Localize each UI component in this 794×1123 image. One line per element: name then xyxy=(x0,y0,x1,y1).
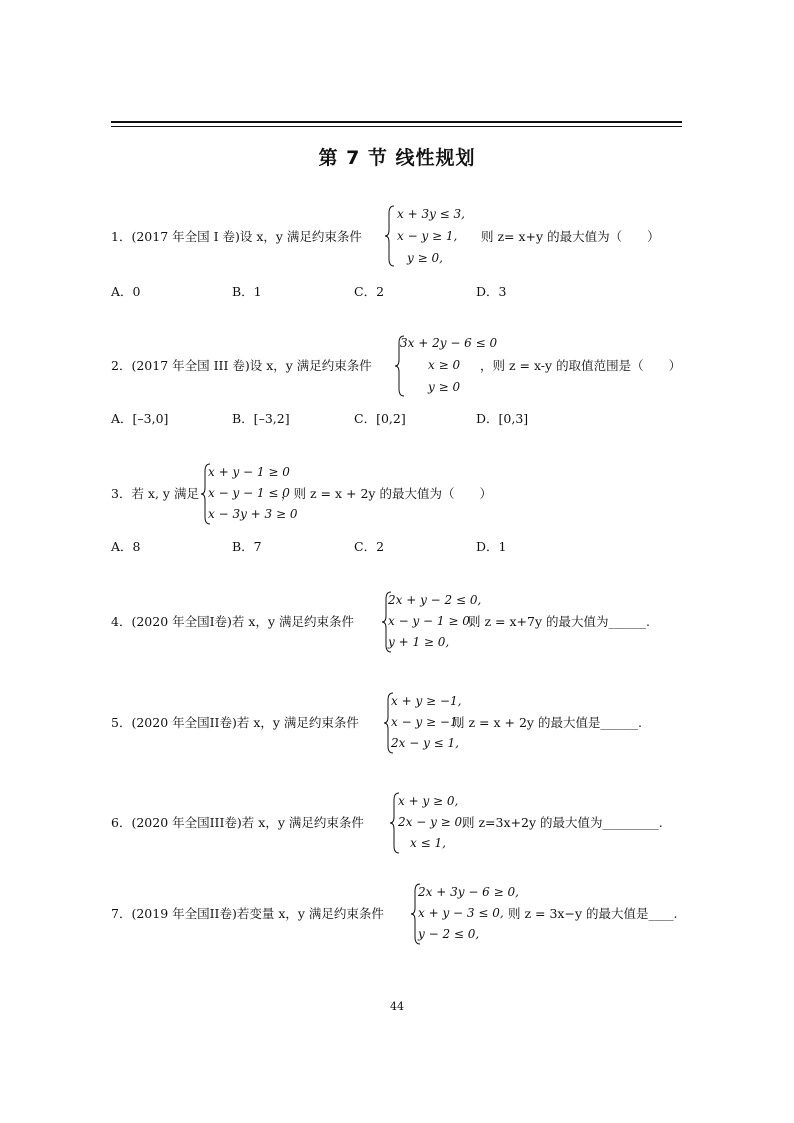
problem-3-option-d: D．1 xyxy=(476,539,507,554)
problem-3-option-c: C．2 xyxy=(354,539,385,554)
problem-4-suffix: 则 z = x+7y 的最大值为______. xyxy=(468,614,650,629)
problem-7-cond-2: x + y − 3 ≤ 0, xyxy=(418,906,504,920)
brace-icon xyxy=(384,205,396,267)
problem-1-option-d: D．3 xyxy=(476,284,507,299)
problem-2-suffix: ，则 z = x-y 的取值范围是（ ） xyxy=(480,358,682,373)
problem-1-cond-2: x − y ≥ 1, xyxy=(397,229,458,243)
problem-3-cond-1: x + y − 1 ≥ 0 xyxy=(208,465,290,479)
problem-1-prefix: 1．(2017 年全国 I 卷)设 x，y 满足约束条件 xyxy=(111,229,362,244)
problem-6-suffix: 则 z=3x+2y 的最大值为_________. xyxy=(462,815,663,830)
problem-4-prefix: 4．(2020 年全国I卷)若 x，y 满足约束条件 xyxy=(111,614,354,629)
problem-1-option-c: C．2 xyxy=(354,284,385,299)
problem-1-option-a: A．0 xyxy=(111,284,141,299)
problem-2-prefix: 2．(2017 年全国 III 卷)设 x，y 满足约束条件 xyxy=(111,358,372,373)
problem-7-cond-1: 2x + 3y − 6 ≥ 0, xyxy=(418,885,519,899)
problem-5-cond-2: x − y ≥ −1, xyxy=(391,715,462,729)
problem-2-option-a: A．[–3,0] xyxy=(111,411,169,426)
problem-3-cond-2: x − y − 1 ≤ 0 xyxy=(208,486,290,500)
problem-7-cond-3: y − 2 ≤ 0, xyxy=(418,927,480,941)
problem-4-cond-3: y + 1 ≥ 0, xyxy=(388,635,450,649)
page-number: 44 xyxy=(390,1000,404,1013)
problem-6-cond-2: 2x − y ≥ 0, xyxy=(398,815,466,829)
problem-7-suffix: 则 z = 3x−y 的最大值是____. xyxy=(508,906,678,921)
problem-6-prefix: 6．(2020 年全国III卷)若 x，y 满足约束条件 xyxy=(111,815,364,830)
problem-1-cond-1: x + 3y ≤ 3, xyxy=(397,207,465,221)
problem-5-suffix: 则 z = x + 2y 的最大值是______. xyxy=(452,715,642,730)
problem-4-cond-1: 2x + y − 2 ≤ 0, xyxy=(388,593,482,607)
header-rule xyxy=(111,121,682,123)
problem-2-cond-1: 3x + 2y − 6 ≤ 0 xyxy=(400,336,498,350)
problem-3-cond-3: x − 3y + 3 ≥ 0 xyxy=(208,507,298,521)
problem-2-option-d: D．[0,3] xyxy=(476,411,529,426)
problem-3-suffix: ，则 z = x + 2y 的最大值为（ ） xyxy=(281,486,492,501)
problem-1-cond-3: y ≥ 0, xyxy=(407,251,443,265)
problem-3-option-a: A．8 xyxy=(111,539,141,554)
problem-5-cond-3: 2x − y ≤ 1, xyxy=(391,736,459,750)
problem-2-cond-2: x ≥ 0 xyxy=(428,358,461,372)
problem-3-option-b: B．7 xyxy=(232,539,262,554)
problem-7-prefix: 7．(2019 年全国II卷)若变量 x，y 满足约束条件 xyxy=(111,906,384,921)
problem-1-suffix: 则 z= x+y 的最大值为（ ） xyxy=(481,229,660,244)
problem-4-cond-2: x − y − 1 ≥ 0, xyxy=(388,614,474,628)
problem-2-cond-3: y ≥ 0 xyxy=(428,380,461,394)
problem-5-cond-1: x + y ≥ −1, xyxy=(391,694,462,708)
section-title: 第 7 节 线性规划 xyxy=(318,147,476,169)
problem-5-prefix: 5．(2020 年全国II卷)若 x，y 满足约束条件 xyxy=(111,715,359,730)
problem-6-cond-3: x ≤ 1, xyxy=(410,836,446,850)
problem-3-prefix: 3．若 x, y 满足 xyxy=(111,486,199,501)
problem-2-option-c: C．[0,2] xyxy=(354,411,406,426)
problem-2-option-b: B．[–3,2] xyxy=(232,411,290,426)
problem-6-cond-1: x + y ≥ 0, xyxy=(398,794,459,808)
problem-1-option-b: B．1 xyxy=(232,284,262,299)
header-rule-thin xyxy=(111,126,682,127)
